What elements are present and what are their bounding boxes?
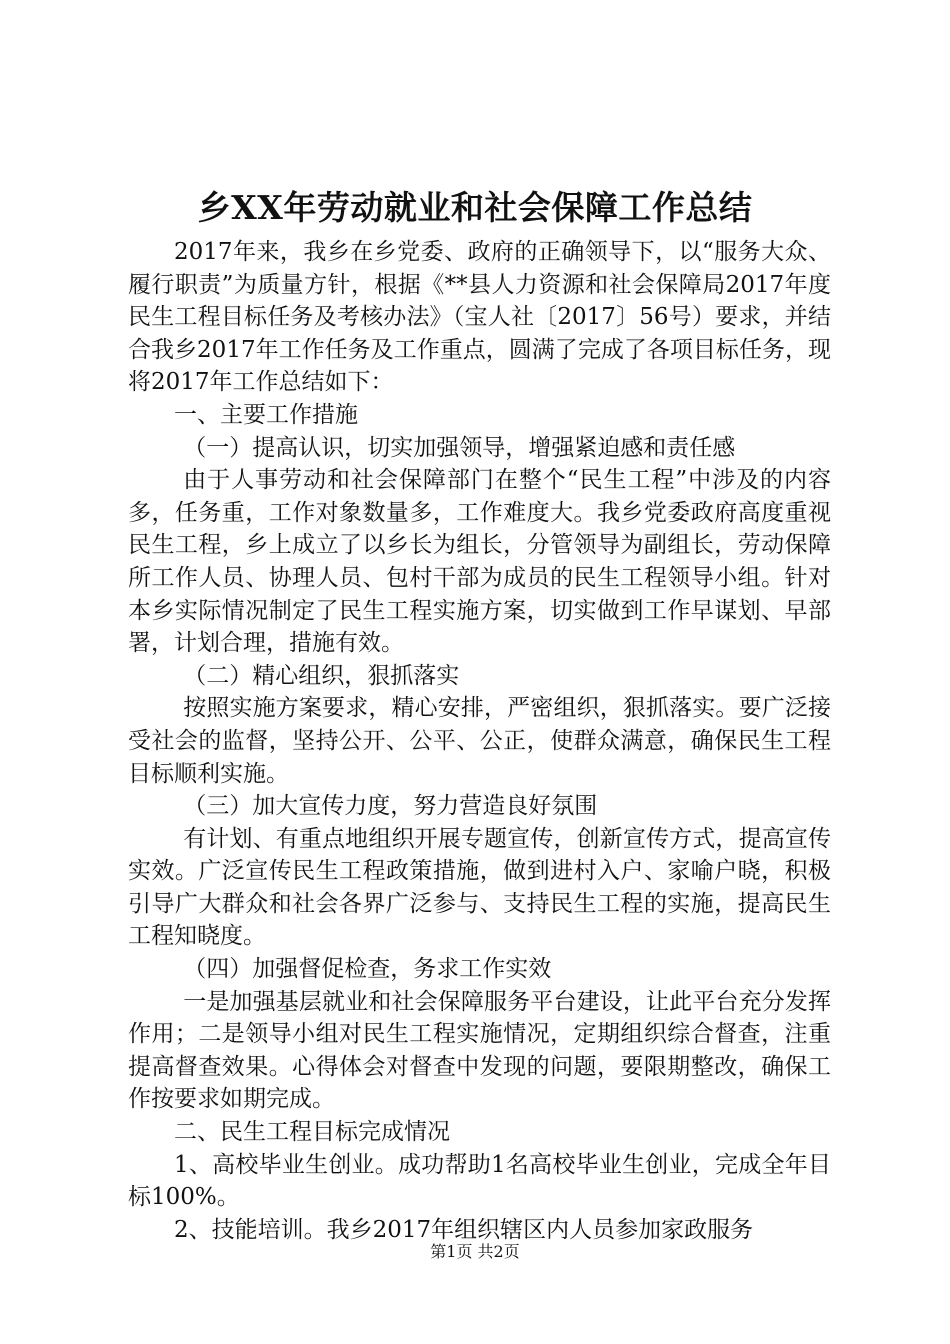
- section-heading-1: 一、主要工作措施: [174, 401, 358, 428]
- subsection-heading-3: （三）加大宣传力度，努力营造良好氛围: [183, 793, 598, 820]
- subsection-heading-4: （四）加强督促检查，务求工作实效: [183, 956, 552, 983]
- document-body: [128, 236, 831, 1246]
- page-number: 第1页 共2页: [430, 1242, 520, 1261]
- subsection-heading-1: （一）提高认识，切实加强领导，增强紧迫感和责任感: [183, 434, 736, 461]
- list-item: 1、高校毕业生创业。成功帮助1名高校毕业生创业，完成全年目标100%。: [128, 1151, 831, 1211]
- list-item: 2、技能培训。我乡2017年组织辖区内人员参加家政服务: [174, 1216, 754, 1243]
- intro-paragraph: 2017年来，我乡在乡党委、政府的正确领导下，以“服务大众、履行职责”为质量方针，根据《**县人力资源和社会保障局2017年度民生工程目标任务及考核办法》（宝人社〔2017〕56号）要求，并结合我乡2017年工作任务及工作重点，圆满了完成了各项目标任务，现将2017年工作总结如下：: [128, 239, 831, 396]
- document-title: 乡XX年劳动就业和社会保障工作总结: [197, 188, 753, 227]
- body-paragraph: 按照实施方案要求，精心安排，严密组织，狠抓落实。要广泛接受社会的监督，坚持公开、公平、公正，使群众满意，确保民生工程目标顺利实施。: [128, 695, 831, 787]
- body-paragraph: 由于人事劳动和社会保障部门在整个“民生工程”中涉及的内容多，任务重，工作对象数量多，工作难度大。我乡党委政府高度重视民生工程，乡上成立了以乡长为组长，分管领导为副组长，劳动保障所工作人员、协理人员、包村干部为成员的民生工程领导小组。针对本乡实际情况制定了民生工程实施方案，切实做到工作早谋划、早部署，计划合理，措施有效。: [128, 467, 831, 657]
- subsection-heading-2: （二）精心组织，狠抓落实: [183, 662, 460, 689]
- body-paragraph: 有计划、有重点地组织开展专题宣传，创新宣传方式，提高宣传实效。广泛宣传民生工程政策措施，做到进村入户、家喻户晓，积极引导广大群众和社会各界广泛参与、支持民生工程的实施，提高民生工程知晓度。: [128, 825, 831, 950]
- body-paragraph: 一是加强基层就业和社会保障服务平台建设，让此平台充分发挥作用；二是领导小组对民生工程实施情况，定期组织综合督查，注重提高督查效果。心得体会对督查中发现的问题，要限期整改，确保工作按要求如期完成。: [128, 988, 831, 1113]
- section-heading-2: 二、民生工程目标完成情况: [174, 1119, 450, 1146]
